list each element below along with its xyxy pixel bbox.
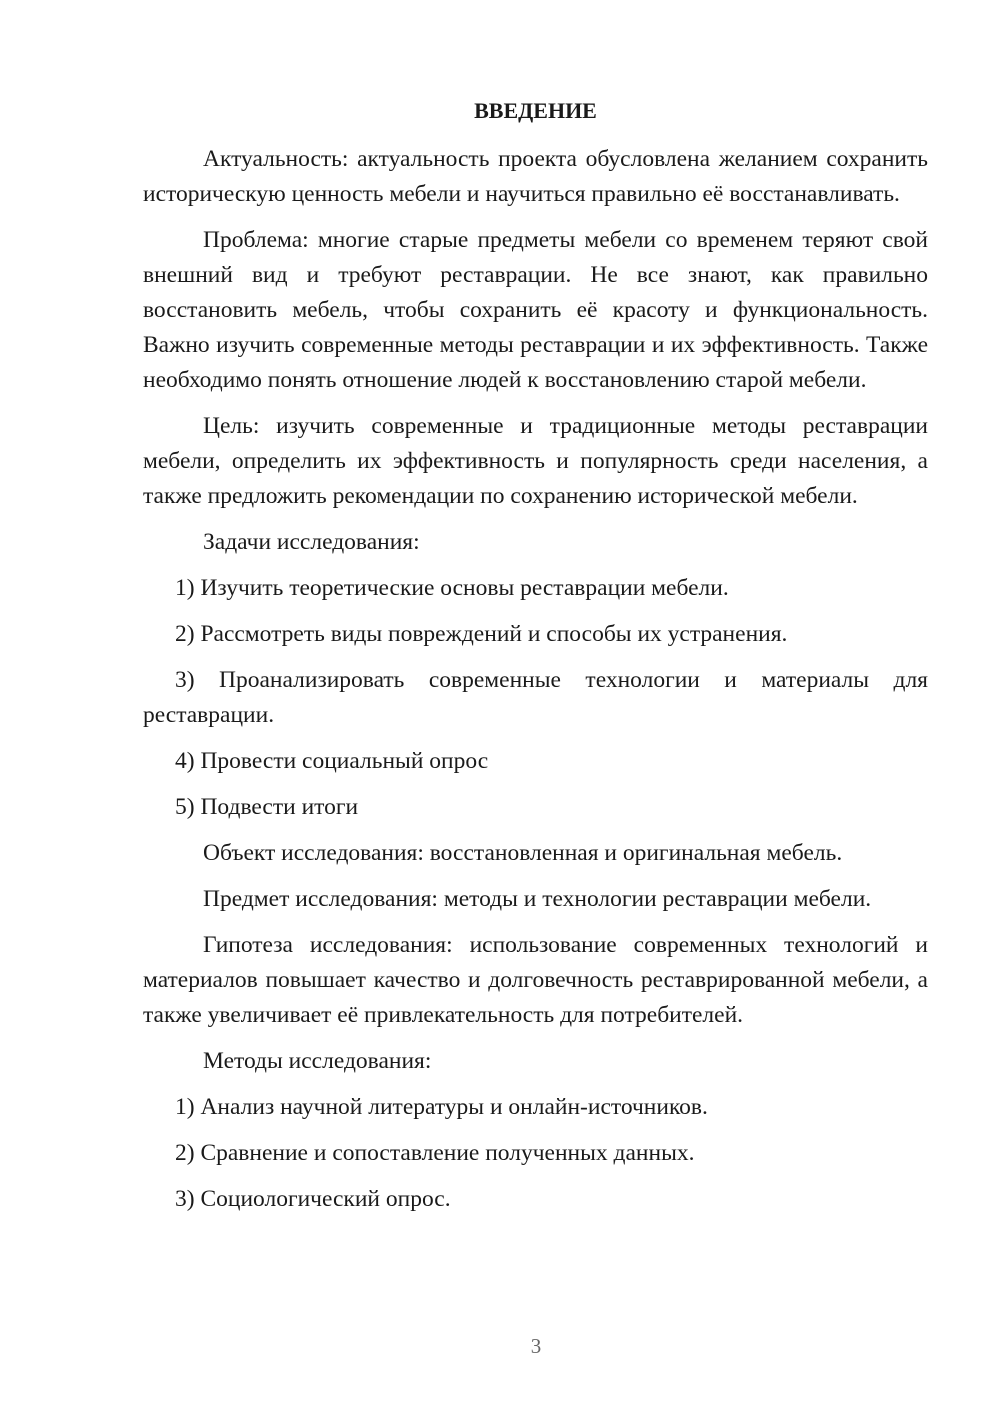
- methods-heading: Методы исследования:: [203, 1048, 432, 1074]
- method-item-2: 2) Сравнение и сопоставление полученных данных.: [175, 1140, 695, 1166]
- page-title: ВВЕДЕНИЕ: [474, 98, 597, 123]
- method-item-1: 1) Анализ научной литературы и онлайн-источников.: [175, 1094, 708, 1120]
- page-content: [143, 94, 928, 1228]
- task-item-4: 4) Провести социальный опрос: [175, 748, 489, 774]
- page-number: 3: [530, 1334, 542, 1358]
- paragraph-subject: Предмет исследования: методы и технологии реставрации мебели.: [203, 886, 872, 912]
- tasks-heading: Задачи исследования:: [203, 529, 420, 555]
- paragraph-object: Объект исследования: восстановленная и оригинальная мебель.: [203, 840, 843, 866]
- paragraph-hypothesis: Гипотеза исследования: использование современных технологий и материалов повышает качество и долговечность реставрированной мебели, а также увеличивает её привлекательность для потребителей.: [143, 932, 928, 1028]
- paragraph-relevance: Актуальность: актуальность проекта обусловлена желанием сохранить историческую ценность мебели и научиться правильно её восстанавливать.: [143, 146, 928, 207]
- paragraph-problem: Проблема: многие старые предметы мебели со временем теряют свой внешний вид и требуют реставрации. Не все знают, как правильно восстановить мебель, чтобы сохранить её красоту и функциональность. Важно изучить современные методы реставрации и их эффективность. Также необходимо понять отношение людей к восстановлению старой мебели.: [143, 227, 928, 393]
- task-item-1: 1) Изучить теоретические основы реставрации мебели.: [175, 575, 729, 601]
- paragraph-goal: Цель: изучить современные и традиционные методы реставрации мебели, определить их эффективность и популярность среди населения, а также предложить рекомендации по сохранению исторической мебели.: [143, 413, 928, 509]
- method-item-3: 3) Социологический опрос.: [175, 1186, 451, 1212]
- task-item-2: 2) Рассмотреть виды повреждений и способы их устранения.: [175, 621, 788, 647]
- task-item-3: 3) Проанализировать современные технологии и материалы для реставрации.: [143, 667, 928, 728]
- task-item-5: 5) Подвести итоги: [175, 794, 359, 820]
